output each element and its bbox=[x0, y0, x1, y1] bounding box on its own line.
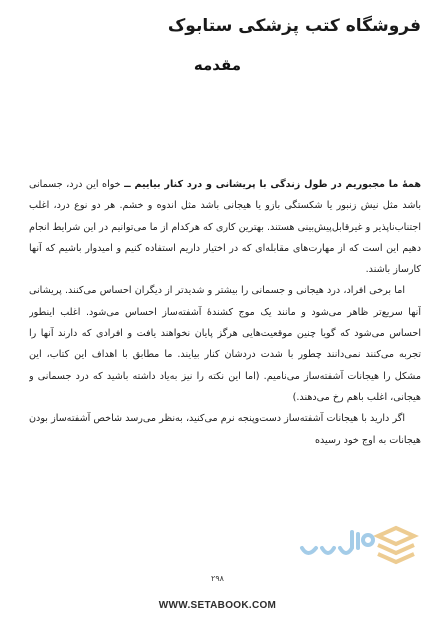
paragraph-2: اما برخی افراد، درد هیجانی و جسمانی را بیشتر و شدیدتر از دیگران احساس می‌کنند. پریشانی آنها سریع‌تر ظاهر می‌شود و مانند یک موج کشندهٔ آشفته‌ساز احساس می‌شود. اغلب اینطور احساس می‌شود که گویا چنین موقعیت‌هایی هرگز پایان نخواهند یافت و افرادی که دارند آنها را تجربه می‌کنند نمی‌دانند چطور با شدت دردشان کنار بیایند. ما مطابق با اهداف این کتاب، این مشکل را هیجانات آشفته‌ساز می‌نامیم. (اما این نکته را نیز به‌یاد داشته باشید که درد جسمانی و هیجانی، اغلب باهم رخ می‌دهند.) bbox=[29, 285, 421, 403]
paragraph-3: اگر دارید با هیجانات آشفته‌ساز دست‌وپنجه نرم می‌کنید، به‌نظر می‌رسد شاخص آشفته‌ساز بودن هیجانات به اوج خود رسیده bbox=[29, 413, 421, 446]
paragraph-1 bbox=[29, 174, 421, 280]
logo-wordmark bbox=[302, 532, 373, 553]
setabook-logo-watermark bbox=[292, 518, 428, 566]
watermark-url: WWW.SETABOOK.COM bbox=[158, 600, 277, 611]
chapter-title: مقدمه bbox=[193, 56, 242, 74]
paragraph-1-text: خواه این درد، جسمانی باشد مثل نیش زنبور یا شکستگی بازو یا هیجانی باشد مثل اندوه و خشم. هر دو نوع درد، اغلب اجتناب‌ناپذیر و غیرقابل‌پیش‌بینی هستند. بهترین کاری که هرکدام از ما می‌توانیم در این شرایط انجام دهیم این است که از مهارت‌های مقابله‌ای که در اختیار داریم استفاده کنیم و امیدوار باشیم که آنها کارساز باشند. bbox=[29, 179, 421, 276]
body-text bbox=[29, 174, 421, 519]
store-header: فروشگاه کتب پزشکی ستابوک bbox=[167, 16, 421, 36]
page-number: ۲۹۸ bbox=[211, 574, 224, 583]
paragraph-1-lead: همهٔ ما مجبوریم در طول زندگی با پریشانی و درد کنار بیاییم ــ bbox=[124, 179, 421, 190]
book-stack-icon bbox=[378, 528, 414, 562]
